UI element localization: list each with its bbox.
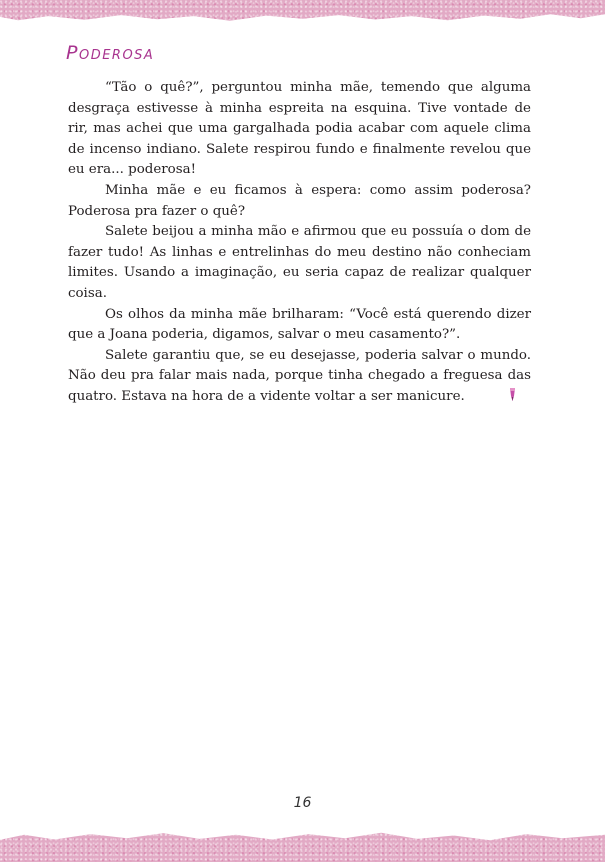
paragraph-1: “Tão o quê?”, perguntou minha mãe, temendo que alguma desgraça estivesse à minha espreita na esquina. Tive vontade de rir, mas achei que uma gargalhada podia acabar com aquele clima de incenso indiano. Salete respirou fundo e finalmente revelou que eu era... poderosa! — [68, 80, 531, 178]
bottom-decorative-band — [0, 828, 605, 862]
pink-pencil-icon — [469, 387, 481, 403]
chapter-running-title: Poderosa — [66, 42, 155, 64]
page-number: 16 — [293, 795, 312, 811]
top-decorative-band — [0, 0, 605, 26]
paragraph-5 — [68, 346, 531, 408]
paragraph-4: Os olhos da minha mãe brilharam: “Você está querendo dizer que a Joana poderia, digamos, salvar o meu casamento?”. — [68, 306, 531, 343]
paragraph-5-text: Salete garantiu que, se eu desejasse, poderia salvar o mundo. Não deu pra falar mais nada, porque tinha chegado a freguesa das quatro. Estava na hora de a vidente voltar a ser manicure. — [68, 347, 531, 404]
body-text — [68, 78, 531, 408]
paragraph-3: Salete beijou a minha mão e afirmou que eu possuía o dom de fazer tudo! As linhas e entrelinhas do meu destino não conheciam limites. Usando a imaginação, eu seria capaz de realizar qualquer coisa. — [68, 224, 531, 301]
paragraph-2: Minha mãe e eu ficamos à espera: como assim poderosa? Poderosa pra fazer o quê? — [68, 182, 531, 219]
